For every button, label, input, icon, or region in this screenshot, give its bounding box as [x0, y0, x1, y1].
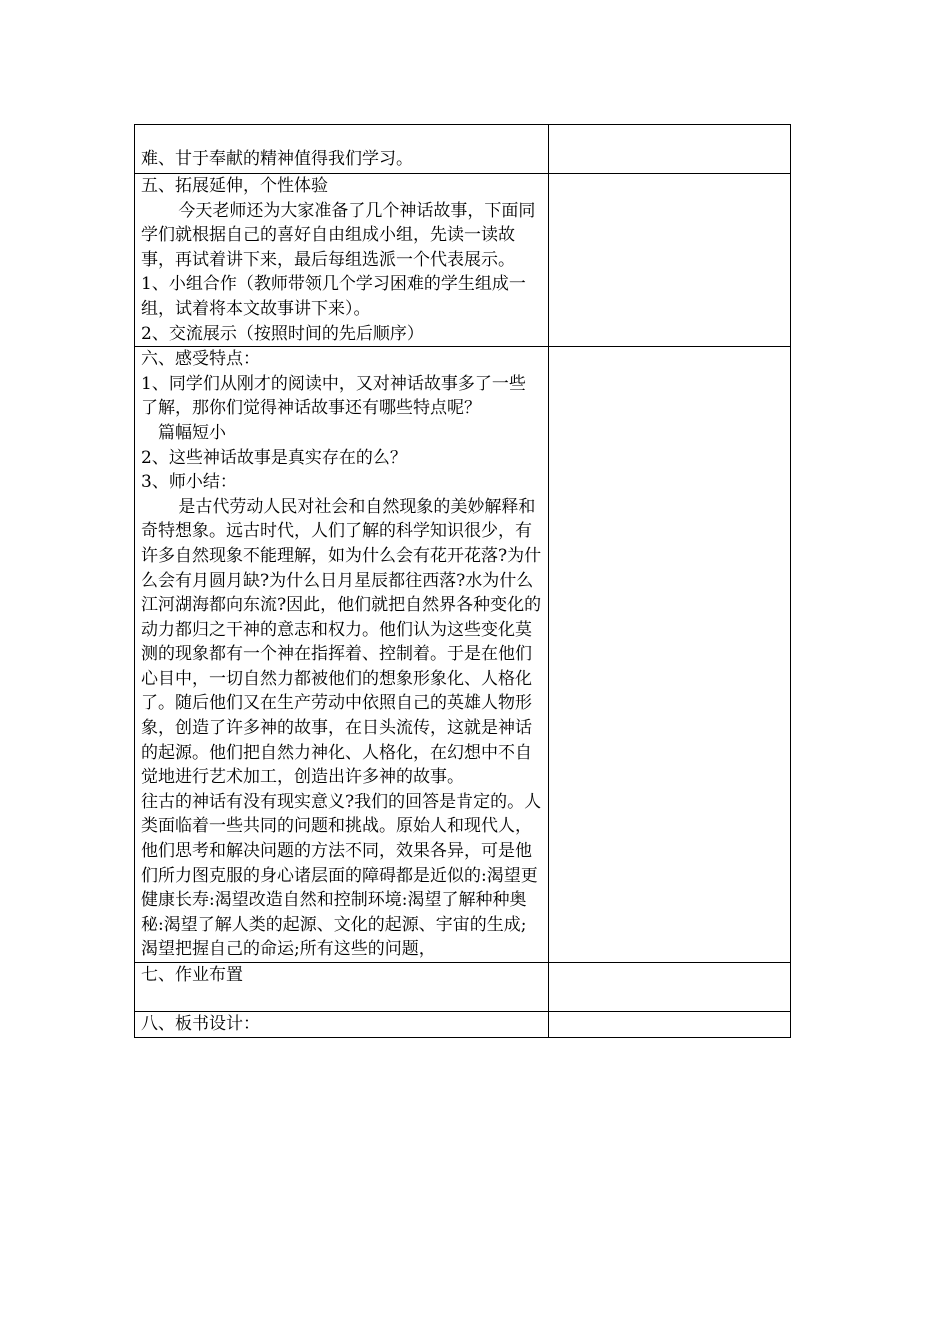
- content-cell: [135, 347, 549, 963]
- question: 1、同学们从刚才的阅读中，又对神话故事多了一些了解，那你们觉得神话故事还有哪些特点呢？: [141, 373, 526, 419]
- notes-cell: [549, 174, 791, 347]
- section-heading: 七、作业布置: [141, 965, 243, 985]
- notes-cell: [549, 347, 791, 963]
- paragraph: 今天老师还为大家准备了几个神话故事，下面同学们就根据自己的喜好自由组成小组，先读一读故事，再试着讲下来，最后每组选派一个代表展示。: [141, 200, 536, 270]
- section-heading: 五、拓展延伸，个性体验: [141, 176, 328, 196]
- content-cell: [135, 1012, 549, 1038]
- question: 2、这些神话故事是真实存在的么？: [141, 447, 407, 468]
- notes-cell: [549, 1012, 791, 1038]
- list-item: 1、小组合作（教师带领几个学习困难的学生组成一组，试着将本文故事讲下来）。: [141, 274, 526, 319]
- lesson-plan-table: [134, 124, 791, 1038]
- text-line: 难、甘于奉献的精神值得我们学习。: [141, 149, 413, 169]
- section-heading: 八、板书设计：: [141, 1014, 260, 1034]
- table-row: [135, 347, 791, 963]
- paragraph: 是古代劳动人民对社会和自然现象的美妙解释和奇特想象。远古时代，人们了解的科学知识很少，有许多自然现象不能理解，如为什么会有花开花落?为什么会有月圆月缺?为什么日月星辰都往西落?水为什么江河湖海都向东流?因此，他们就把自然界各种变化的动力都归之干神的意志和权力。他们认为这些变化莫测的现象都有一个神在指挥着、控制着。于是在他们心目中，一切自然力都被他们的想象形象化、人格化了。随后他们又在生产劳动中依照自己的英雄人物形象，创造了许多神的故事，在日头流传，这就是神话的起源。他们把自然力神化、人格化，在幻想中不自觉地进行艺术加工，创造出许多神的故事。: [141, 496, 542, 788]
- notes-cell: [549, 963, 791, 1012]
- question: 3、师小结：: [141, 472, 237, 493]
- content-cell: [135, 174, 549, 347]
- table-row: [135, 1012, 791, 1038]
- paragraph: 往古的神话有没有现实意义?我们的回答是肯定的。人类面临着一些共同的问题和挑战。原始人和现代人，他们思考和解决问题的方法不同，效果各异，可是他们所力图克服的身心诸层面的障碍都是近似的:渴望更健康长寿:渴望改造自然和控制环境:渴望了解种种奥秘:渴望了解人类的起源、文化的起源、宇宙的生成;渴望把握自己的命运;所有这些的问题，: [141, 791, 542, 960]
- table-row: [135, 174, 791, 347]
- answer: 篇幅短小: [158, 422, 226, 443]
- table-row: [135, 963, 791, 1012]
- content-cell: [135, 963, 549, 1012]
- notes-cell: [549, 125, 791, 174]
- list-item: 2、交流展示（按照时间的先后顺序）: [141, 323, 424, 344]
- table-row: [135, 125, 791, 174]
- section-heading: 六、感受特点：: [141, 349, 260, 370]
- content-cell: [135, 125, 549, 174]
